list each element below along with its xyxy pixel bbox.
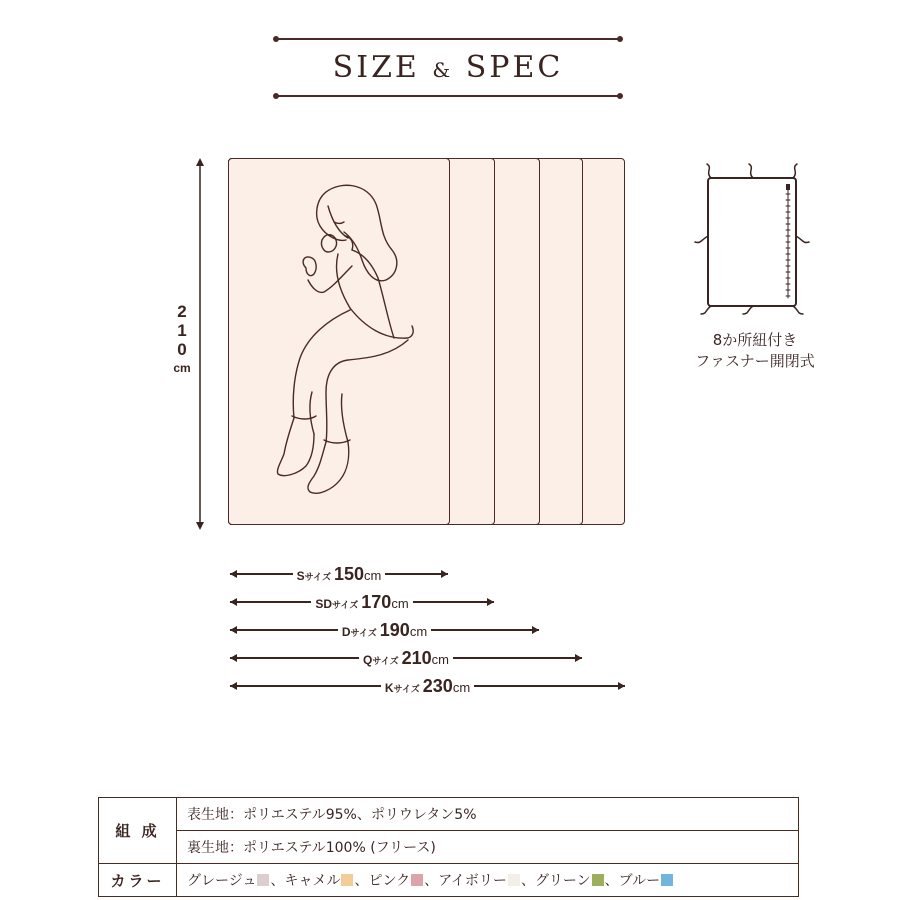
width-label: Dサイズ 190cm xyxy=(341,619,428,640)
color-name: グレージュ xyxy=(187,873,257,889)
width-line-q xyxy=(230,649,582,667)
color-swatch-ivory xyxy=(508,874,520,886)
spec-table xyxy=(98,797,799,897)
color-name: アイボリー xyxy=(438,873,507,889)
color-name: ブルー xyxy=(618,873,661,889)
table-row xyxy=(99,798,799,831)
title-size: SIZE xyxy=(332,50,420,85)
composition-front: 表生地：ポリエステル95%、ポリウレタン5% xyxy=(177,798,799,831)
width-label: Qサイズ 210cm xyxy=(363,647,450,668)
cover-tie-zipper-icon xyxy=(693,160,813,316)
page-title xyxy=(276,50,620,85)
height-digit: 2 xyxy=(177,302,187,321)
width-line-s xyxy=(230,565,448,583)
width-line-d xyxy=(230,621,539,639)
cover-caption xyxy=(680,330,830,372)
color-label: カラー xyxy=(99,864,177,897)
color-swatch-blue xyxy=(661,874,673,886)
color-name: ピンク xyxy=(368,873,411,889)
height-unit: cm xyxy=(173,361,191,375)
table-row xyxy=(99,831,799,864)
color-name: グリーン xyxy=(534,873,591,889)
title-ampersand: & xyxy=(432,58,454,82)
composition-label: 組 成 xyxy=(99,798,177,864)
height-label xyxy=(171,302,193,378)
width-line-k xyxy=(230,677,625,695)
width-label: SDサイズ 170cm xyxy=(315,591,409,612)
width-label: Kサイズ 230cm xyxy=(384,675,471,696)
header-bottom-rule xyxy=(276,95,620,97)
sleeping-woman-illustration xyxy=(268,180,428,500)
composition-back: 裏生地：ポリエステル100% (フリース) xyxy=(177,831,799,864)
cover-caption-line2: ファスナー開閉式 xyxy=(695,352,815,370)
color-swatch-pink xyxy=(411,874,423,886)
cover-caption-line1: 8か所紐付き xyxy=(712,331,798,349)
table-row xyxy=(99,864,799,897)
color-swatch-camel xyxy=(341,874,353,886)
color-list: グレージュ 、キャメル 、ピンク 、アイボリー 、グリーン 、ブルー xyxy=(177,864,799,897)
color-name: キャメル xyxy=(284,873,341,889)
color-swatch-greige xyxy=(257,874,269,886)
header-top-rule xyxy=(276,38,620,40)
title-spec: SPEC xyxy=(465,50,564,85)
height-digit: 1 xyxy=(177,321,187,340)
height-arrow-icon xyxy=(192,158,208,530)
height-digit: 0 xyxy=(177,340,187,359)
width-label: Sサイズ 150cm xyxy=(296,563,382,584)
color-swatch-green xyxy=(592,874,604,886)
width-line-sd xyxy=(230,593,494,611)
